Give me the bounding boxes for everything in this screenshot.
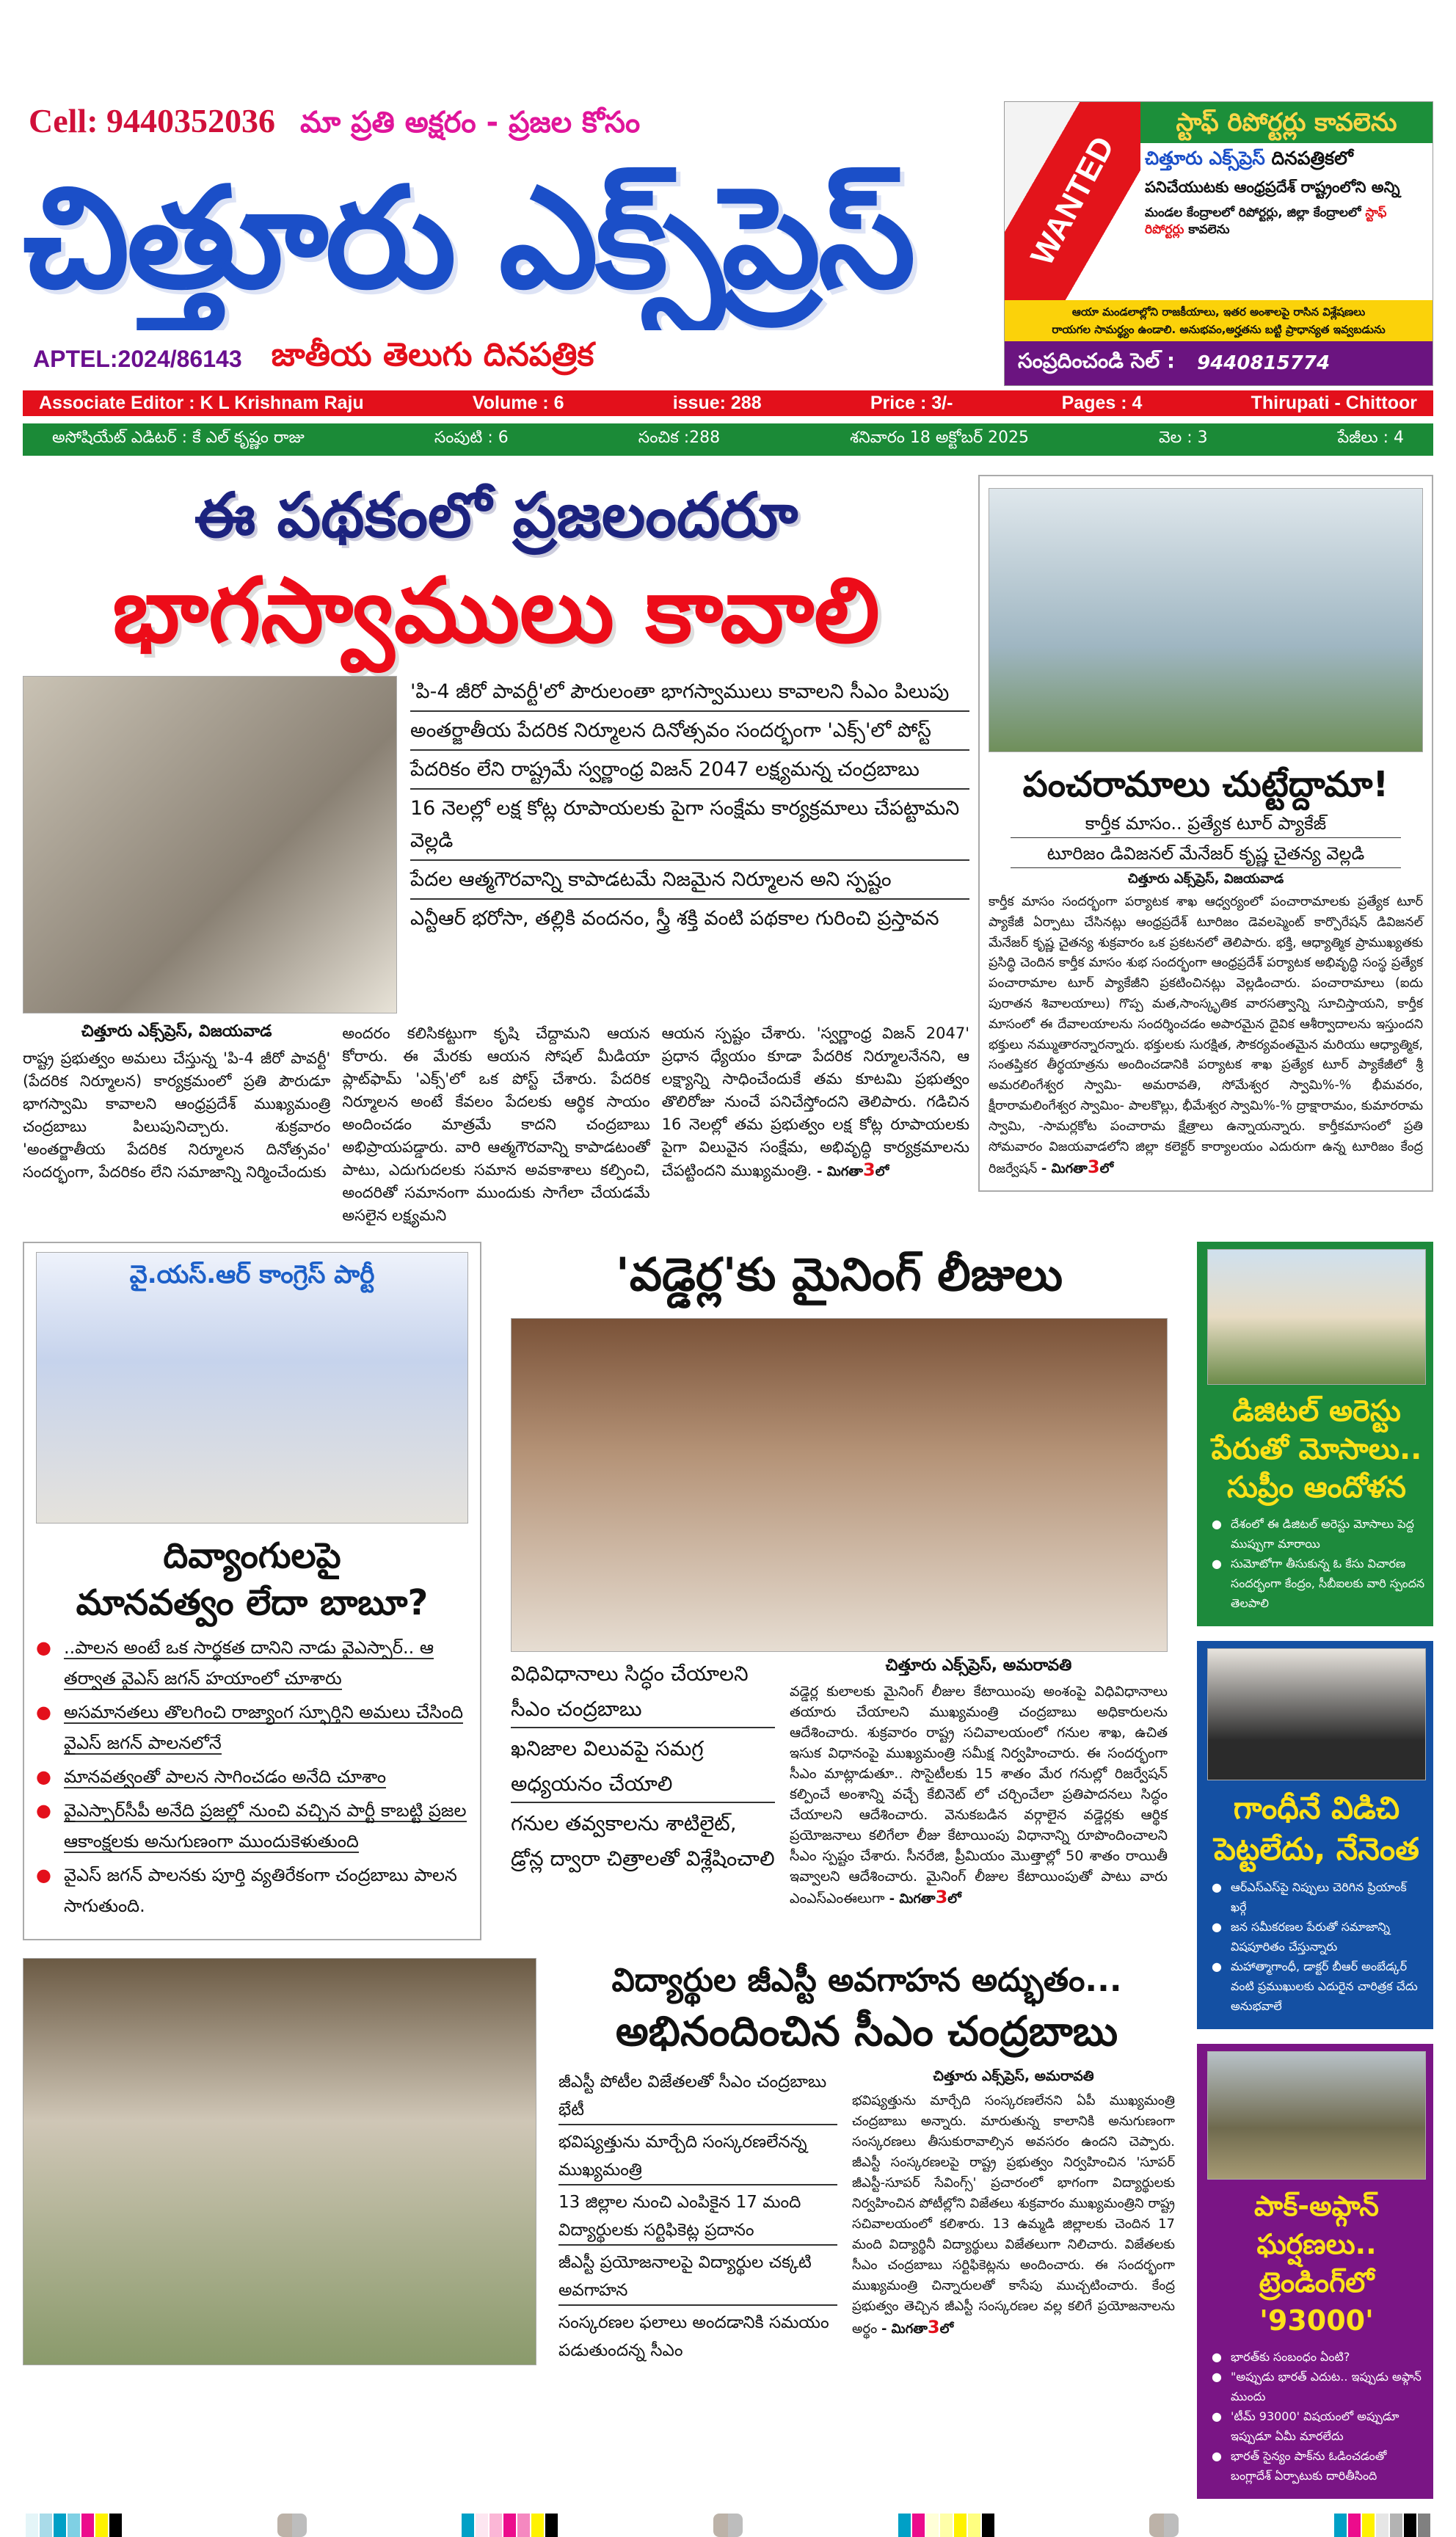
ad-wanted-banner: WANTED	[1023, 131, 1121, 272]
ad-phone: 9440815774	[1197, 352, 1331, 374]
volume-te: సంపుటి : 6	[434, 429, 509, 447]
continued-marker: - మిగతా3లో	[889, 1887, 961, 1907]
lead-body	[23, 1022, 969, 1227]
color-swatch	[1390, 2514, 1402, 2537]
dateline: చిత్తూరు ఎక్స్‌ప్రెస్, విజయవాడ	[81, 1022, 272, 1041]
ad-requirements: ఆయా మండలాల్లోని రాజకీయాలు, ఇతర అంశాలపై రాసిన విశ్లేషణలు రాయగల సామర్థ్యం ఉండాలి. అనుభవం,అర్హతను బట్టి ప్రాధాన్యత ఇవ్వబడును	[1005, 300, 1433, 341]
color-swatch	[982, 2514, 994, 2537]
color-swatch	[912, 2514, 925, 2537]
bus-temple-photo	[989, 488, 1423, 752]
gst-body: చిత్తూరు ఎక్స్‌ప్రెస్, అమరావతి భవిష్యత్తును మార్చేది సంస్కరణలేనని ఏపీ ముఖ్యమంత్రి చంద్రబాబు అన్నారు. మారుతున్న కాలానికి అనుగుణంగా సంస్కరణలు తీసుకురావాల్సిన అవసరం ఉందని చెప్పారు. జీఎస్టీ సంస్కరణలపై రాష్ట్ర ప్రభుత్వం నిర్వహించిన 'సూపర్ జీఎస్టీ-సూపర్ సేవింగ్స్' ప్రచారంలో భాగంగా విద్యార్థులకు నిర్వహించిన పోటీల్లోని విజేతలు శుక్రవారం ముఖ్యమంత్రిని రాష్ట్ర సచివాలయంలో కలిశారు. 13 ఉమ్మడి జిల్లాలకు చెందిన 17 మంది విద్యార్థినీ విద్యార్థులు విజేతలుగా నిలిచారు. విజేతలకు సీఎం చంద్రబాబు సర్టిఫికెట్లను అందించారు. ఈ సందర్భంగా ముఖ్యమంత్రి చిన్నారులతో కాసేపు ముచ్చటించారు. కేంద్ర ప్రభుత్వం తెచ్చిన జీఎస్టీ సంస్కరణల వల్ల కలిగే ప్రయోజనాలను అర్థం - మిగతా3లో	[852, 2068, 1175, 2337]
color-swatch	[940, 2514, 953, 2537]
lead-highlights: 'పి-4 జీరో పావర్టీ'లో పౌరులంతా భాగస్వాములు కావాలని సీఎం పిలుపు అంతర్జాతీయ పేదరిక నిర్మూలన దినోత్సవం సందర్భంగా 'ఎక్స్'లో పోస్ట్ పేదరికం లేని రాష్ట్రమే స్వర్ణాంధ్ర విజన్ 2047 లక్ష్యమన్న చంద్రబాబు 16 నెలల్లో లక్ష కోట్ల రూపాయలకు పైగా సంక్షేమ కార్యక్రమాలు చేపట్టామని వెల్లడి పేదల ఆత్మగౌరవాన్ని కాపాడటమే నిజమైన నిర్మూలన అని స్పష్టం ఎన్టీఆర్ భరోసా, తల్లికి వందనం, స్త్రీ శక్తి వంటి పథకాల గురించి ప్రస్తావన	[410, 676, 969, 1013]
gst-kicker: విద్యార్థుల జీఎస్టీ అవగాహన అద్భుతం...	[611, 1962, 1122, 1999]
associate-editor-te: అసోషియేట్ ఎడిటర్ : కే ఎల్ కృష్ణం రాజు	[52, 429, 305, 447]
issue-te: సంచిక :288	[638, 429, 721, 447]
color-swatch	[95, 2514, 108, 2537]
color-swatch	[517, 2514, 530, 2537]
tour-headline: పంచరామాలు చుట్టేద్దామా!	[1022, 764, 1389, 805]
gst-headline: అభినందించిన సీఎం చంద్రబాబు	[615, 2008, 1118, 2056]
mining-story	[503, 1242, 1175, 1910]
cell-number: Cell: 9440352036	[29, 102, 276, 139]
volume: Volume : 6	[472, 393, 564, 413]
side-story-pak-afghan: పాక్-అఫ్గాన్ ఘర్షణలు.. ట్రెండింగ్‌లో '93000' ● భారత్‌కు సంబంధం ఏంటి? ● "అప్పుడు భారత్ ఎదుట.. ఇప్పుడు అఫ్గాన్ ముందు ● 'టీమ్ 93000' విషయంలో అప్పుడూ ఇప్పుడూ ఏమీ మారలేదు ● భారత్ సైన్యం పాక్‌ను ఓడించడంతో బంగ్లాదేశ్ ఏర్పాటుకు దారితీసింది	[1197, 2044, 1433, 2499]
color-swatch	[462, 2514, 474, 2537]
mining-body: చిత్తూరు ఎక్స్‌ప్రెస్, అమరావతి వడ్డెర్ల కులాలకు మైనింగ్ లీజుల కేటాయింపు అంశంపై విధివిధానాలు తయారు చేయాలని ముఖ్యమంత్రి చంద్రబాబు అధికారులను ఆదేశించారు. శుక్రవారం రాష్ట్ర సచివాలయంలో గనుల శాఖ, ఉచిత ఇసుక విధానంపై ముఖ్యమంత్రి సమీక్ష నిర్వహించారు. ఈ సందర్భంగా సీఎం మాట్లాడుతూ.. సొసైటీలకు 15 శాతం మేర గనుల్లో రిజర్వేషన్ కల్పించే అంశాన్ని వచ్చే కేబినెట్ లో చర్చించేలా ప్రతిపాదనలు సిద్ధం చేయాలని ఆదేశించారు. వెనుకబడిన వర్గాలైన వడ్డెర్లకు ఆర్థిక ప్రయోజనాలు కలిగేలా లీజు కేటాయింపు విధానాన్ని రూపొందించాలని సీఎం స్పష్టం చేశారు. సీనరేజి, ప్రీమియం మొత్తాల్లో 50 శాతం రాయితీ ఇవ్వాలని ఆదేశించారు. మైనింగ్ లీజుల కేటాయింపుతో పాటు వారు ఎంఎస్ఎంఈలుగా - మిగతా3లో	[790, 1656, 1168, 1907]
ad-line: చిత్తూరు ఎక్స్‌ప్రెస్ దినపత్రికలో	[1145, 148, 1353, 169]
ysrcp-story	[23, 1242, 481, 1940]
side-story-digital-arrest: డిజిటల్ అరెస్టు పేరుతో మోసాలు.. సుప్రీం ఆందోళన ● దేశంలో ఈ డిజిటల్ అరెస్టు మోసాలు పెద్ద ముప్పుగా మారాయి ● సుమోటోగా తీసుకున్న ఓ కేసు విచారణ సందర్భంగా కేంద్రం, సీబీఐలకు వారి స్పందన తెలపాలి	[1197, 1242, 1433, 1626]
lead-body-col-2: అందరం కలిసికట్టుగా కృషి చేద్దామని ఆయన కోరారు. ఈ మేరకు ఆయన సోషల్ మీడియా ప్లాట్‌ఫామ్ 'ఎక్స్'లో ఒక పోస్ట్ చేశారు. పేదరిక నిర్మూలన అంటే కేవలం పేదలకు ఆర్థిక సాయం అందించడం మాత్రమే కాదని చంద్రబాబు అభిప్రాయపడ్డారు. వారి ఆత్మగౌరవాన్ని కాపాడటంతో పాటు, ఎదుగుదలకు సమాన అవకాశాలు కల్పించి, అందరితో సమానంగా ముందుకు సాగేలా చేయడమే అసలైన లక్ష్యమని	[342, 1024, 650, 1224]
registration-mark	[277, 2514, 307, 2537]
place: Thirupati - Chittoor	[1251, 393, 1417, 413]
side-story-kharge: గాంధీనే విడిచి పెట్టలేదు, నేనెంత ● ఆర్ఎస్ఎస్‌పై నిప్పులు చెరిగిన ప్రియాంక్ ఖర్గే ● జన సమీకరణల పేరుతో సమాజాన్ని విషపూరితం చేస్తున్నారు ● మహాత్మాగాంధీ, డాక్టర్ బీఆర్ అంబేడ్కర్ వంటి ప్రముఖులకు ఎదురైన చారిత్రక చేదు అనుభవాలే	[1197, 1641, 1433, 2029]
lead-story	[23, 475, 969, 1227]
color-swatch	[1418, 2514, 1430, 2537]
registration-mark	[1149, 2514, 1179, 2537]
color-swatch	[1348, 2514, 1361, 2537]
color-swatch	[898, 2514, 911, 2537]
color-swatch	[1334, 2514, 1347, 2537]
wanted-ad	[1004, 101, 1433, 386]
color-swatch	[954, 2514, 967, 2537]
pages: Pages : 4	[1061, 393, 1143, 413]
tour-subheading: టూరిజం డివిజనల్ మేనేజర్ కృష్ణ చైతన్య వెల్లడి	[1011, 840, 1401, 868]
ad-line: పనిచేయుటకు ఆంధ్రప్రదేశ్ రాష్ట్రంలోని అన్ని	[1145, 178, 1400, 196]
ad-wanted-strip	[1005, 102, 1140, 300]
tagline: జాతీయ తెలుగు దినపత్రిక	[271, 336, 594, 374]
lead-body-col-1: రాష్ట్ర ప్రభుత్వం అమలు చేస్తున్న 'పి-4 జీరో పావర్టీ' (పేదరిక నిర్మూలన) కార్యక్రమంలో ప్రతి పౌరుడూ భాగస్వామి కావాలని ఆంధ్రప్రదేశ్ ముఖ్యమంత్రి చంద్రబాబు పిలుపునిచ్చారు. శుక్రవారం 'అంతర్జాతీయ పేదరిక నిర్మూలన దినోత్సవం' సందర్భంగా, పేదరికం లేని సమాజాన్ని నిర్మించేందుకు	[23, 1049, 331, 1181]
color-swatch	[26, 2514, 38, 2537]
issue: issue: 288	[672, 393, 762, 413]
tour-subheading: కార్తీక మాసం.. ప్రత్యేక టూర్ ప్యాకేజ్	[1011, 809, 1401, 838]
masthead	[23, 101, 1433, 386]
issue-date: శనివారం 18 అక్టోబర్ 2025	[850, 429, 1030, 447]
ysrcp-highlights: ● ..పాలన అంటే ఒక సార్థకత దానిని నాడు వైఎస్సార్.. ఆ తర్వాత వైఎస్ జగన్ హయాంలో చూశారు ● అసమానతలు తొలగించి రాజ్యాంగ స్ఫూర్తిని అమలు చేసింది వైఎస్ జగన్ పాలనలోనే ● మానవత్వంతో పాలన సాగించడం అనేది చూశాం ● వైఎస్సార్‌సీపీ అనేది ప్రజల్లో నుంచి వచ్చిన పార్టీ కాబట్టి ప్రజల ఆకాంక్షలకు అనుగుణంగా ముందుకెళుతుంది ● వైఎస్ జగన్ పాలనకు పూర్తి వ్యతిరేకంగా చంద్రబాబు పాలన సాగుతుంది.	[36, 1632, 468, 1921]
color-registration-bar	[898, 2514, 994, 2537]
lead-body-col-3: ఆయన స్పష్టం చేశారు. 'స్వర్ణాంధ్ర విజన్ 2047' ప్రధాన ధ్యేయం కూడా పేదరిక నిర్మూలనేనని, ఆ లక్ష్యాన్ని సాధించేందుకే తమ కూటమి ప్రభుత్వం తొలిరోజు నుంచే పనిచేస్తోందని తెలిపారు. గడిచిన 16 నెలల్లో తమ ప్రభుత్వం లక్ష కోట్ల రూపాయలకు పైగా విలువైన సంక్షేమ, అభివృద్ధి కార్యక్రమాలను చేపట్టిందని ముఖ్యమంత్రి. - మిగతా3లో	[661, 1024, 969, 1180]
registration-marks-row	[23, 2514, 1433, 2537]
supreme-court-photo	[1207, 1249, 1426, 1385]
lead-headline: భాగస్వాములు కావాలి	[112, 558, 880, 663]
registration-mark	[713, 2514, 743, 2537]
chief-minister-photo	[23, 676, 397, 1013]
pages-te: పేజీలు : 4	[1337, 429, 1404, 447]
ad-contact: సంప్రదించండి సెల్ : 9440815774	[1005, 341, 1433, 385]
price: Price : 3/-	[870, 393, 953, 413]
mining-headline: 'వడ్డెర్ల'కు మైనింగ్ లీజులు	[615, 1248, 1063, 1301]
newspaper-logo: చిత్తూరు ఎక్స్‌ప్రెస్	[23, 157, 913, 319]
color-swatch	[476, 2514, 488, 2537]
review-meeting-photo	[511, 1318, 1168, 1652]
color-swatch	[1362, 2514, 1375, 2537]
color-swatch	[109, 2514, 122, 2537]
continued-marker: - మిగతా3లో	[881, 2317, 954, 2337]
students-with-cm-photo	[23, 1958, 536, 2365]
color-swatch	[1404, 2514, 1416, 2537]
lead-kicker: ఈ పథకంలో ప్రజలందరూ	[194, 479, 798, 551]
color-registration-bar	[26, 2514, 122, 2537]
color-swatch	[503, 2514, 516, 2537]
gst-story	[23, 1958, 1175, 2367]
color-swatch	[40, 2514, 52, 2537]
color-swatch	[545, 2514, 558, 2537]
tour-story	[978, 475, 1433, 1192]
continued-marker: - మిగతా3లో	[1041, 1157, 1114, 1178]
ad-line: మండల కేంద్రాలలో రిపోర్టర్లు, జిల్లా కేంద్రాలలో స్టాఫ్ రిపోర్టర్లు కావలెను	[1145, 205, 1387, 237]
color-registration-bar	[1334, 2514, 1430, 2537]
dateline: చిత్తూరు ఎక్స్‌ప్రెస్, విజయవాడ	[1127, 871, 1284, 887]
tour-body: కార్తీక మాసం సందర్భంగా పర్యాటక శాఖ ఆధ్వర్యంలో పంచారామాలకు ప్రత్యేక టూర్ ప్యాకేజీ ఏర్పాటు చేసినట్లు ఆంధ్రప్రదేశ్ టూరిజం డెవలప్మెంట్ కార్పొరేషన్ డివిజనల్ మేనేజర్ కృష్ణ చైతన్య శుక్రవారం ఒక ప్రకటనలో తెలిపారు. భక్తి, ఆధ్యాత్మిక ప్రాముఖ్యతకు ప్రసిద్ధి చెందిన కార్తీక మాసం శుభ సందర్భంగా ఆంధ్రప్రదేశ్ పర్యాటక అభివృద్ధి సంస్థ ప్రత్యేక పంచారామాల టూర్ ప్యాకేజీని ప్రకటించినట్లు వెల్లడించారు. పంచారామాలు (ఐదు పురాతన శివాలయాలు) గొప్ప మత,సాంస్కృతిక వారసత్వాన్ని సూచిస్తాయని, కార్తీక మాసంలో ఈ దేవాలయాలను సందర్శించడం అపారమైన దైవిక ఆశీర్వాదాలను ఇస్తుందని భక్తులు నమ్ముతారన్నారన్నారు. భక్తులకు సురక్షిత, సౌకర్యవంతమైన మరియు ఆధ్యాత్మిక, సంతప్తికర తీర్థయాత్రను అందించడానికి పర్యాటక శాఖ ప్రత్యేక టూర్ ప్యాకేజీలో శ్రీ అమరలింగేశ్వర స్వామి- అమరావతి, సోమేశ్వర స్వామి%-% భీమవరం, క్షీరారామలింగేశ్వర స్వామిం- పాలకొల్లు, భీమేశ్వర స్వామి%-% ద్రాక్షారామం, కుమారరామ స్వామి, -సామర్లకోట పంచారామ క్షేత్రాలు ఉన్నాయన్నారు. కార్తీకమాసంలో ప్రతి సోమవారం విజయవాడలోని జిల్లా కలెక్టర్ కార్యాలయం ఎదురుగా ఉన్న టూరిజం కేంద్ర రిజర్వేషన్ - మిగతా3లో	[989, 895, 1423, 1178]
color-swatch	[81, 2514, 94, 2537]
ad-title: స్టాఫ్ రిపోర్టర్లు కావలెను	[1140, 102, 1433, 143]
color-swatch	[489, 2514, 502, 2537]
priyank-kharge-photo	[1207, 1648, 1426, 1780]
color-swatch	[926, 2514, 939, 2537]
motto: మా ప్రతి అక్షరం - ప్రజల కోసం	[300, 106, 641, 139]
associate-editor: Associate Editor : K L Krishnam Raju	[39, 393, 364, 413]
price-te: వెల : 3	[1159, 429, 1208, 447]
mining-highlights: విధివిధానాలు సిద్ధం చేయాలని సీఎం చంద్రబాబు ఖనిజాల విలువపై సమగ్ర అధ్యయనం చేయాలి గనుల తవ్వకాలను శాటిలైట్, డ్రోన్ల ద్వారా చిత్రాలతో విశ్లేషించాలి	[511, 1656, 775, 1879]
color-swatch	[1376, 2514, 1388, 2537]
color-swatch	[54, 2514, 66, 2537]
color-swatch	[968, 2514, 980, 2537]
press-meet-photo: వై.యస్.ఆర్ కాంగ్రెస్ పార్టీ	[36, 1252, 468, 1524]
color-swatch	[531, 2514, 544, 2537]
soldiers-photo	[1207, 2051, 1426, 2180]
registration-number: APTEL:2024/86143	[33, 345, 242, 372]
gst-highlights: జీఎస్టీ పోటీల విజేతలతో సీఎం చంద్రబాబు భేటీ భవిష్యత్తును మార్చేది సంస్కరణలేనన్న ముఖ్యమంత్రి 13 జిల్లాల నుంచి ఎంపికైన 17 మంది విద్యార్థులకు సర్టిఫికెట్ల ప్రదానం జీఎస్టీ ప్రయోజనాలపై విద్యార్థుల చక్కటి అవగాహన సంస్కరణల ఫలాలు అందడానికి సమయం పడుతుందన్న సీఎం	[558, 2068, 837, 2367]
info-bar-telugu	[23, 423, 1433, 456]
color-registration-bar	[462, 2514, 558, 2537]
color-swatch	[68, 2514, 80, 2537]
info-bar-english	[23, 390, 1433, 416]
continued-marker: - మిగతా3లో	[817, 1160, 889, 1180]
ysrcp-headline: దివ్యాంగులపై మానవత్వం లేదా బాబూ?	[76, 1535, 429, 1623]
